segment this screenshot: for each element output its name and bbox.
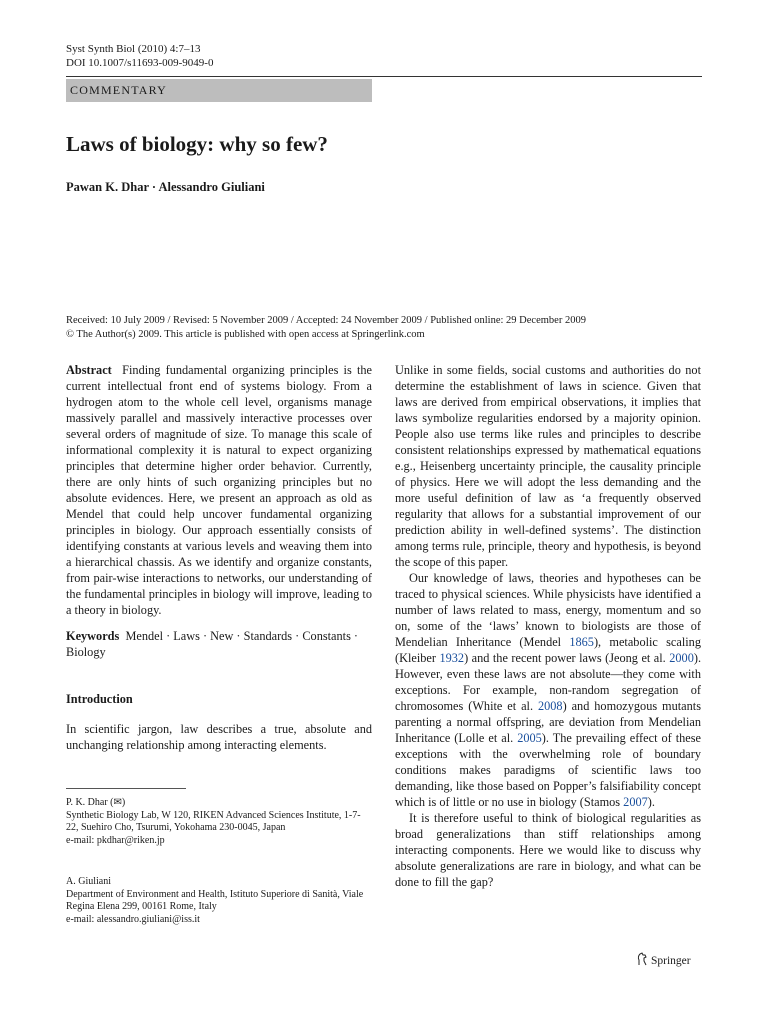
section-label: COMMENTARY [66,79,372,102]
publication-dates [66,314,586,342]
citation-link[interactable]: 2008 [537,699,563,713]
text-run: Our knowledge of laws, theories and hypotheses can be traced to physical sciences. While physicists have identified a number of laws related to mass, energy, momentum and so on, some of the ‘laws’ known to biologists are those of Mendelian Inheritance (Mendel [395,571,701,649]
doi: DOI 10.1007/s11693-009-9049-0 [66,57,214,69]
affiliation-address: Department of Environment and Health, Istituto Superiore di Sanità, Viale Regina Elena 299, 00161 Rome, Italy [66,888,364,913]
footnote-rule [66,788,186,789]
text-run: ) and homozygous mutants parenting a normal offspring, are deviation from Mendelian Inheritance (Lolle et al. [395,699,701,745]
abstract-text: Finding fundamental organizing principles is the current intellectual front end of systems biology. From a hydrogen atom to the whole cell level, organisms manage massively parallel and massively interactive processes over several orders of magnitude of size. To manage this scale of informational complexity it is natural to expect organizing principles that determine higher order behavior. Currently, there are only hints of such organizing principles but no absolute evidences. Here, we present an approach as old as Mendel that could help uncover fundamental organizing principles in biology. Our approach essentially consists of identifying constants at various levels and weaving them into a hierarchical chassis. As we identify and organize constants, from pair-wise interactions to networks, our understanding of the fundamental principles in biology will improve, leading to a theory in biology. [66,363,372,617]
header-rule [66,76,702,77]
text-run: ), metabolic scaling (Kleiber [395,635,701,665]
left-column [66,362,372,753]
affiliation-name: A. Giuliani [66,876,111,887]
license-line: © The Author(s) 2009. This article is published with open access at Springerlink.com [66,329,425,340]
publisher-logo [636,952,691,967]
citation-link[interactable]: 1932 [439,651,465,665]
citation-link[interactable]: 2000 [669,651,694,665]
affiliation-address: Synthetic Biology Lab, W 120, RIKEN Advanced Sciences Institute, 1-7-22, Suehiro Cho, Tsurumi, Yokohama 230-0045, Japan [66,809,361,834]
journal-citation: Syst Synth Biol (2010) 4:7–13 [66,43,201,55]
introduction-text: In scientific jargon, law describes a true, absolute and unchanging relationship among interacting elements. [66,722,372,752]
right-column [395,362,701,890]
body-paragraph [395,570,701,810]
affiliation-email[interactable]: e-mail: alessandro.giuliani@iss.it [66,914,200,926]
article-authors: Pawan K. Dhar · Alessandro Giuliani [66,180,265,194]
affiliation-dhar [66,797,372,848]
citation-link[interactable]: 2007 [623,795,648,809]
keywords-label: Keywords [66,629,120,643]
text-run: ) and the recent power laws (Jeong et al. [464,651,670,665]
text-run: ). [647,795,655,809]
citation-link[interactable]: 2005 [517,731,542,745]
keywords [66,628,372,660]
springer-horse-icon [636,952,648,966]
text-run: ). However, even these laws are not absolute—they come with exceptions. For example, non-random segregation of chromosomes (White et al. [395,651,702,713]
citation-link[interactable]: 1865 [569,635,594,649]
text-run: ). The prevailing effect of these exceptions with the overwhelming role of boundary conditions makes paradigms of scientific laws too demanding, like those based on Popper’s falsifiability concept which is of little or no use in biology (Stamos [395,731,702,809]
affiliation-name: P. K. Dhar (✉) [66,797,126,808]
journal-header [66,42,213,70]
abstract-label: Abstract [66,363,112,377]
body-paragraph: Unlike in some fields, social customs and authorities do not determine the establishment of laws in science. Given that laws are derived from empirical observations, it implies that laws symbolize regularities endorsed by a majority opinion. People also use terms like rules and principles to describe consistent relationships expressed by mathematical equations e.g., Heisenberg uncertainty principle, the causality principle of physics. Here we will adopt the less demanding and the more useful definition of law as ‘a frequently observed regularity that allows for a substantial improvement of our prediction ability in well-defined systems’. The distinction among terms rule, principle, theory and hypothesis, is beyond the scope of this paper. [395,363,701,569]
keywords-text: Mendel · Laws · New · Standards · Constants · Biology [66,629,359,659]
publisher-name: Springer [651,955,691,967]
affiliation-giuliani [66,876,372,927]
article-title: Laws of biology: why so few? [66,132,328,156]
introduction-heading: Introduction [66,692,133,706]
abstract [66,362,372,618]
body-paragraph: It is therefore useful to think of biological regularities as broad generalizations than stiff relationships among interacting components. Here we would like to discuss why absolute generalizations are rare in biology, and what can be done to fill the gap? [395,811,701,889]
received-line: Received: 10 July 2009 / Revised: 5 November 2009 / Accepted: 24 November 2009 / Published online: 29 December 2009 [66,315,586,326]
affiliation-email[interactable]: e-mail: pkdhar@riken.jp [66,835,165,847]
